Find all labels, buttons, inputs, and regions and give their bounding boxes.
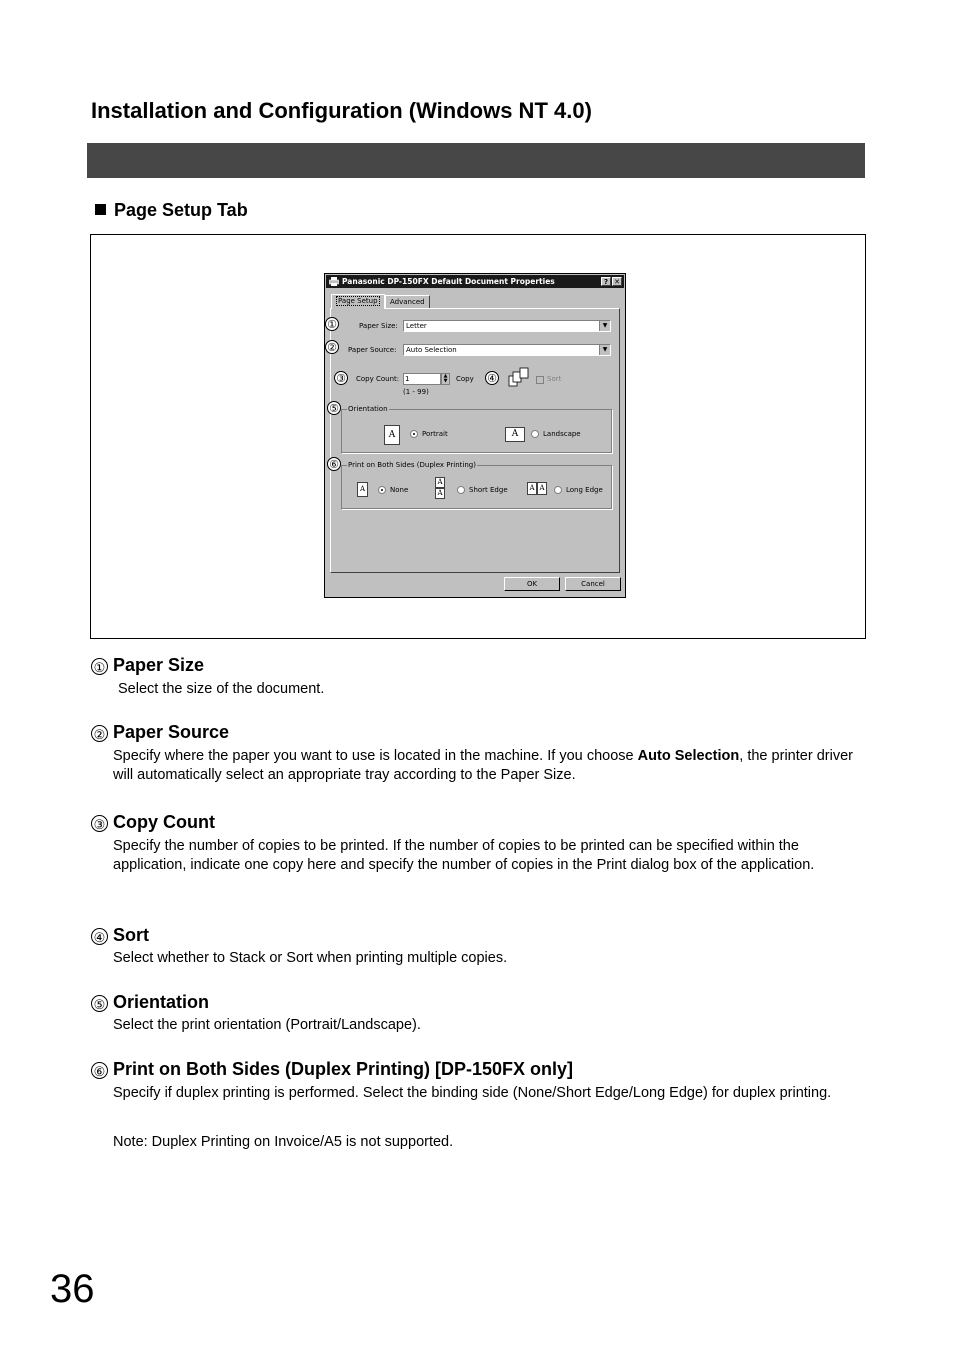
cancel-button[interactable]: Cancel	[565, 577, 621, 591]
section-heading	[95, 200, 248, 221]
callout-6: ⑥	[327, 457, 341, 471]
item-desc-copy-count: Specify the number of copies to be printed. If the number of copies to be printed can be specified within the application, indicate one copy here and specify the number of copies in the Print dialog box of the application.	[113, 838, 815, 873]
item-desc-sort: Select whether to Stack or Sort when printing multiple copies.	[113, 950, 508, 966]
copy-count-spinner[interactable]: ▲ ▼	[441, 373, 450, 385]
section-heading-text: Page Setup Tab	[114, 200, 248, 220]
page-number: 36	[50, 1267, 95, 1311]
page-title: Installation and Configuration (Windows NT 4.0)	[91, 98, 592, 123]
short-edge-icon-top: A	[435, 477, 445, 488]
desc-text: Specify where the paper you want to use is located in the machine. If you choose	[113, 748, 638, 764]
long-edge-icon-right: A	[537, 482, 547, 495]
copy-count-label: Copy Count:	[356, 375, 400, 383]
landscape-icon: A	[505, 427, 525, 442]
paper-size-select[interactable]	[403, 320, 611, 332]
desc-bold-text: Auto Selection	[637, 748, 740, 764]
paper-source-label: Paper Source:	[348, 346, 397, 354]
short-edge-icon-bottom: A	[435, 488, 445, 499]
duplex-none-label: None	[390, 486, 409, 494]
paper-size-label: Paper Size:	[359, 322, 398, 330]
tab-advanced[interactable]: Advanced	[385, 295, 430, 309]
short-edge-radio[interactable]	[457, 486, 465, 494]
item-title: Copy Count	[113, 812, 215, 832]
simplex-icon: A	[357, 482, 368, 497]
long-edge-label: Long Edge	[566, 486, 603, 494]
sort-label: Sort	[547, 375, 562, 383]
copy-unit-label: Copy	[456, 375, 474, 383]
properties-dialog	[324, 273, 626, 598]
landscape-label: Landscape	[543, 430, 581, 438]
item-title: Print on Both Sides (Duplex Printing) [DP-150FX only]	[113, 1059, 574, 1079]
dialog-titlebar	[326, 275, 624, 288]
item-title: Orientation	[113, 992, 210, 1012]
short-edge-label: Short Edge	[469, 486, 508, 494]
portrait-label: Portrait	[422, 430, 448, 438]
paper-size-value: Letter	[406, 322, 427, 330]
number-2-icon: ②	[91, 725, 108, 742]
item-heading-paper-source	[91, 722, 229, 743]
copy-range-label: (1 - 99)	[403, 388, 429, 396]
item-heading-paper-size	[91, 655, 204, 676]
orientation-group-title: Orientation	[348, 405, 388, 413]
paper-source-select[interactable]	[403, 344, 611, 356]
printer-icon	[329, 277, 339, 286]
ok-button[interactable]: OK	[504, 577, 560, 591]
duplex-none-radio[interactable]	[378, 486, 386, 494]
item-desc-orientation: Select the print orientation (Portrait/Landscape).	[113, 1017, 421, 1033]
number-1-icon: ①	[91, 658, 108, 675]
tab-page-setup-label: Page Setup	[338, 297, 378, 305]
item-heading-sort	[91, 925, 149, 946]
item-title: Paper Size	[113, 655, 205, 675]
landscape-radio[interactable]	[531, 430, 539, 438]
paper-source-value: Auto Selection	[406, 346, 457, 354]
callout-1: ①	[325, 317, 339, 331]
item-desc-duplex: Specify if duplex printing is performed. Select the binding side (None/Short Edge/Long Edge) for duplex printing.	[113, 1085, 832, 1101]
number-3-icon: ③	[91, 815, 108, 832]
item-title: Paper Source	[113, 722, 230, 742]
section-header-bar	[87, 143, 865, 178]
item-heading-orientation	[91, 992, 209, 1013]
portrait-radio[interactable]	[410, 430, 418, 438]
item-heading-duplex	[91, 1059, 573, 1080]
number-4-icon: ④	[91, 928, 108, 945]
callout-2: ②	[325, 340, 339, 354]
callout-4: ④	[485, 371, 499, 385]
help-button[interactable]: ?	[601, 277, 611, 286]
duplex-group	[341, 461, 612, 509]
number-5-icon: ⑤	[91, 995, 108, 1012]
orientation-group	[341, 405, 612, 453]
item-desc-paper-source	[113, 747, 853, 785]
dialog-title: Panasonic DP-150FX Default Document Properties	[342, 277, 555, 286]
square-bullet-icon	[95, 204, 106, 215]
callout-5: ⑤	[327, 401, 341, 415]
chevron-down-icon[interactable]: ▼	[599, 345, 610, 355]
item-heading-copy-count	[91, 812, 215, 833]
long-edge-radio[interactable]	[554, 486, 562, 494]
item-title: Sort	[113, 925, 149, 945]
item-desc-paper-size: Select the size of the document.	[118, 681, 325, 697]
sort-pages-icon	[508, 367, 532, 387]
tab-page-setup[interactable]	[331, 294, 385, 309]
callout-3: ③	[334, 371, 348, 385]
number-6-icon: ⑥	[91, 1062, 108, 1079]
chevron-down-icon[interactable]: ▼	[599, 321, 610, 331]
copy-count-input[interactable]: 1	[403, 373, 441, 385]
close-button[interactable]: ✕	[612, 277, 622, 286]
long-edge-icon-left: A	[527, 482, 537, 495]
duplex-group-title: Print on Both Sides (Duplex Printing)	[348, 461, 476, 469]
sort-checkbox[interactable]	[536, 376, 544, 384]
desc-text: , the printer driver will automatically select an appropriate tray according to the Paper Size.	[113, 748, 853, 783]
item-note-duplex: Note: Duplex Printing on Invoice/A5 is not supported.	[113, 1134, 454, 1150]
portrait-icon: A	[384, 425, 400, 445]
